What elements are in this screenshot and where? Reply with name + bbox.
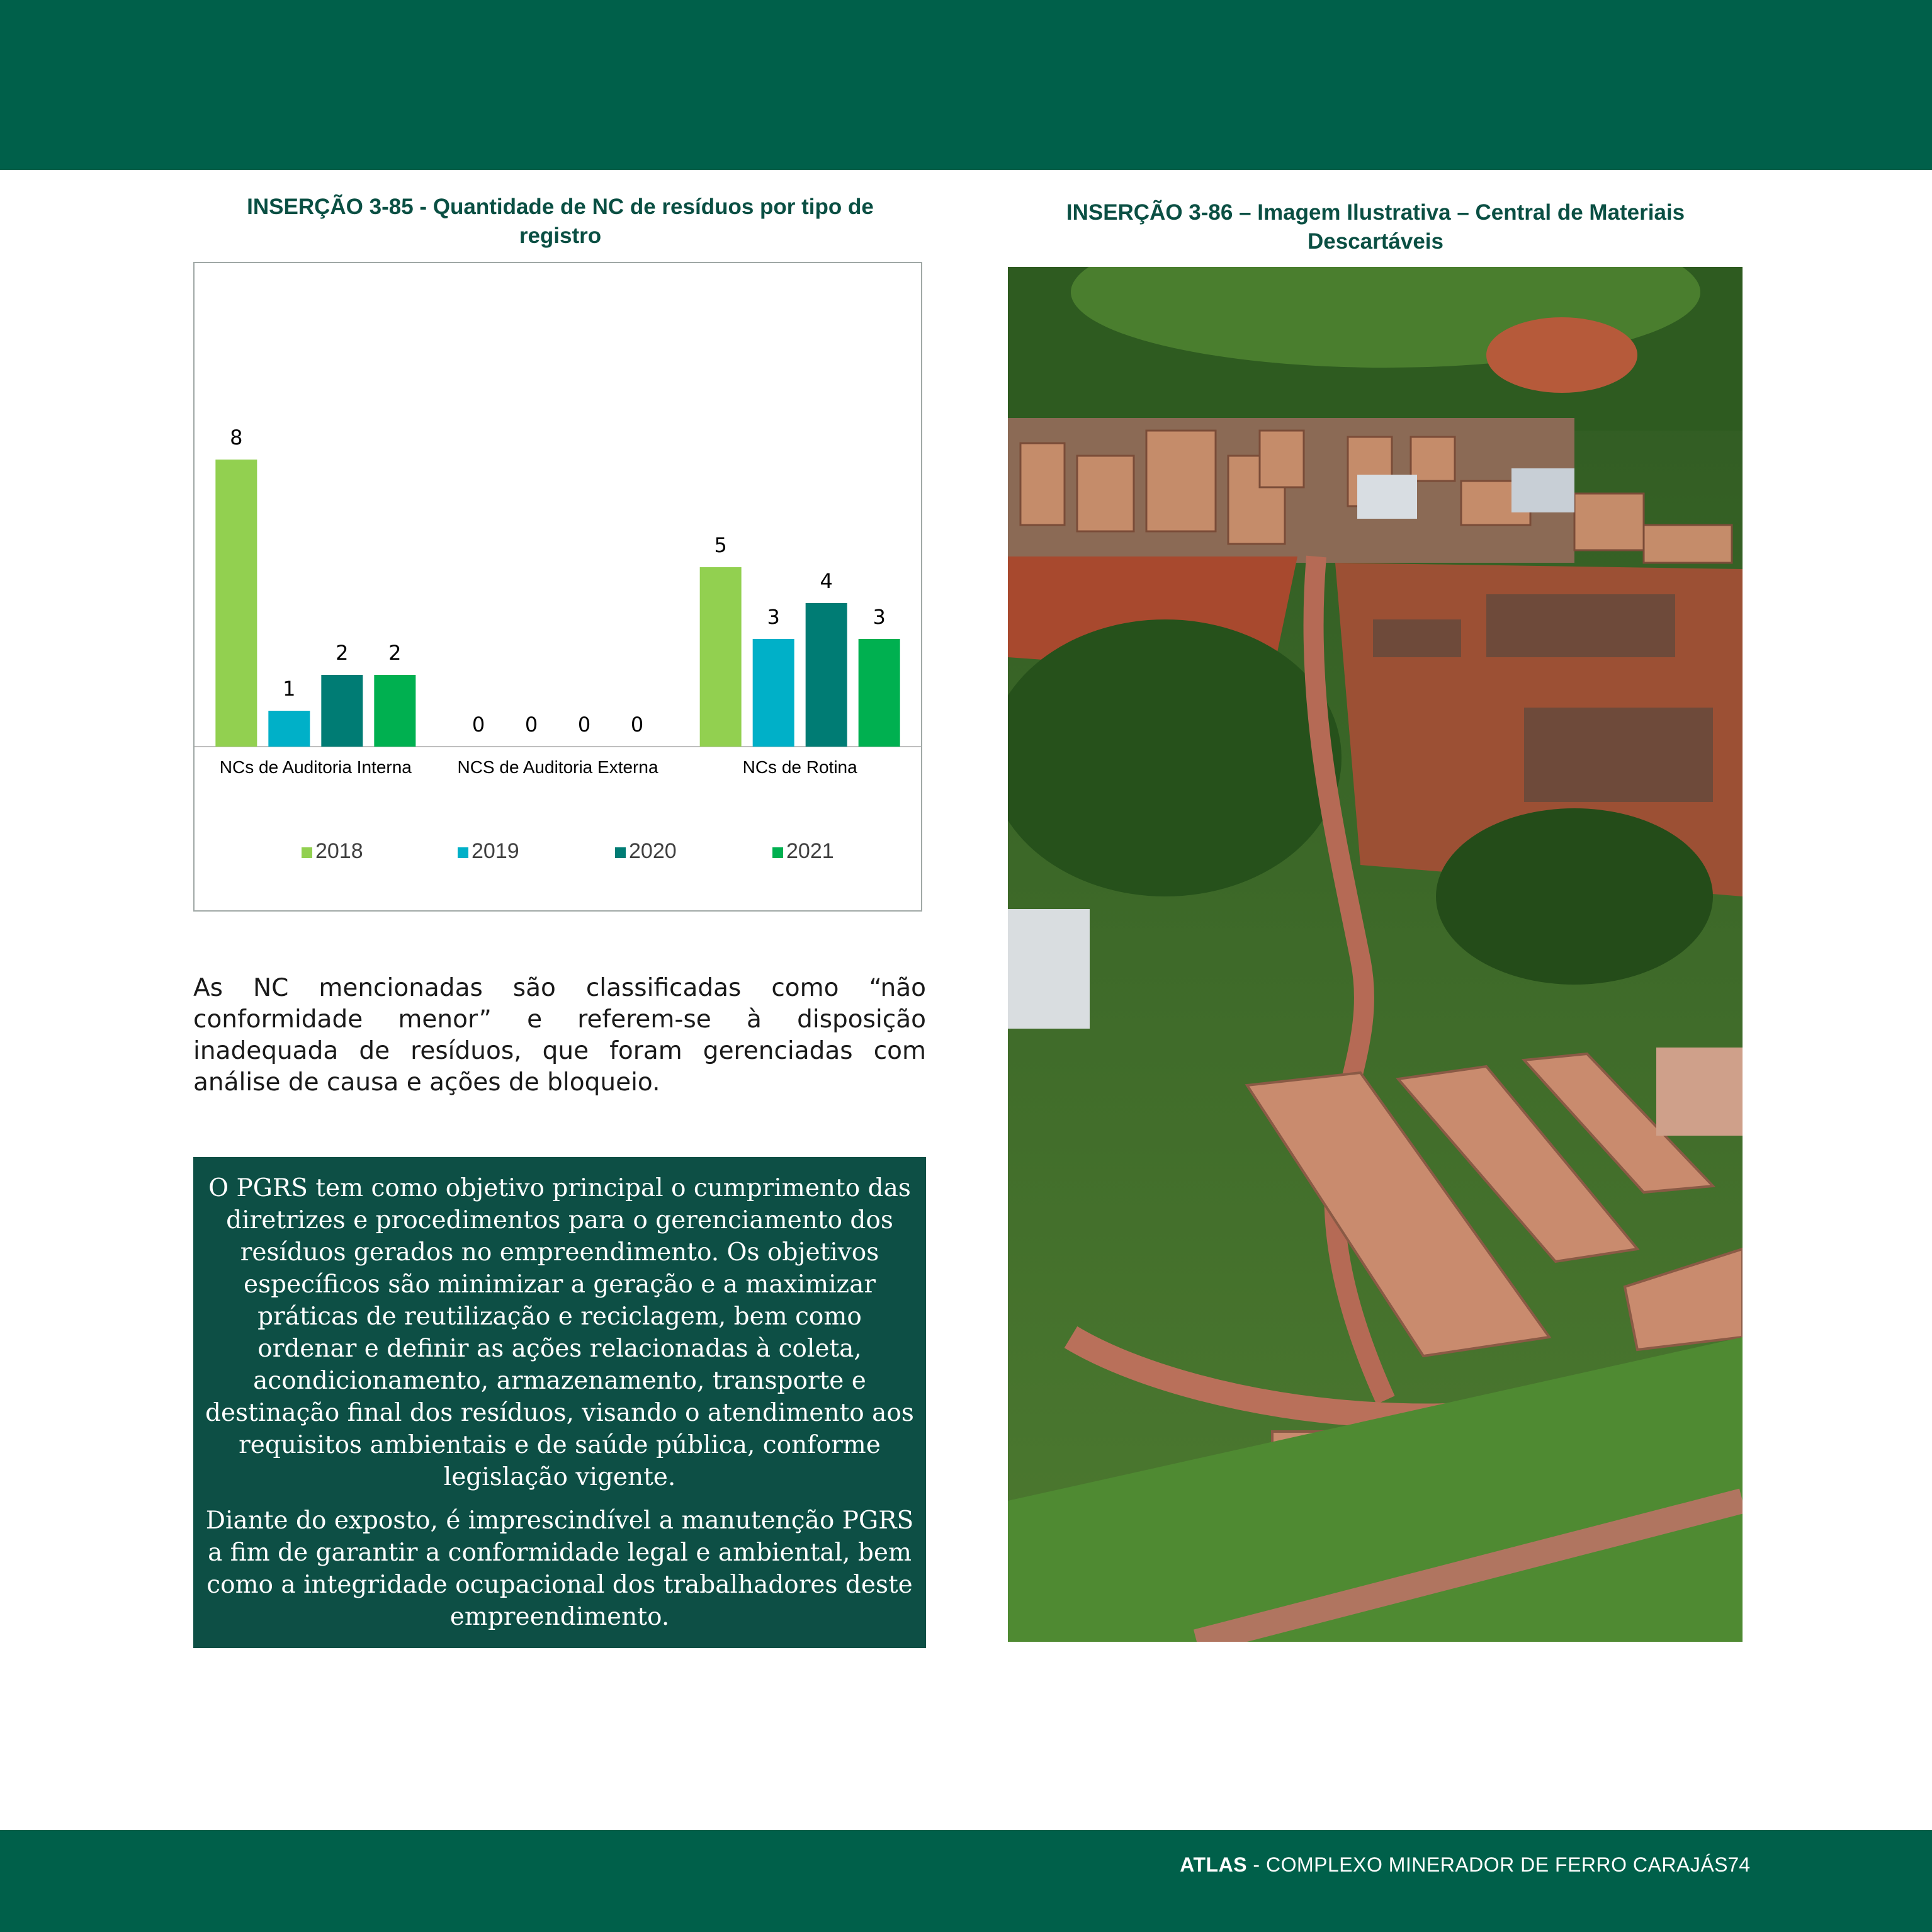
data-label-2020-2: 4 [820,569,833,593]
bar-2019-0 [268,711,310,747]
bar-2021-2 [859,639,900,747]
data-label-2020-1: 0 [577,713,591,737]
data-label-2019-2: 3 [767,605,780,629]
data-label-2021-2: 3 [873,605,886,629]
legend-label-2019: 2019 [472,839,519,863]
chart-svg [195,263,921,910]
info-box [193,1157,926,1648]
body-paragraph: As NC mencionadas são classificadas como “não conformidade menor” e referem-se à disposição inadequada de resíduos, que foram gerenciadas com análise de causa e ações de bloqueio. [193,974,926,1097]
data-label-2021-1: 0 [630,713,644,737]
bar-2018-2 [700,567,742,747]
legend-swatch-2020 [615,847,626,858]
header-band [0,0,1932,170]
footer-band [0,1830,1932,1932]
footer-brand: ATLAS [1180,1853,1248,1876]
footer-title [1070,1853,1728,1878]
legend-swatch-2021 [772,847,783,858]
data-label-2018-0: 8 [230,426,243,449]
chart-caption: INSERÇÃO 3-85 - Quantidade de NC de resíduos por tipo de registro [247,195,874,248]
legend-swatch-2019 [458,847,468,858]
category-label-0: NCs de Auditoria Interna [219,757,412,777]
category-label-1: NCS de Auditoria Externa [457,757,658,777]
legend-label-2021: 2021 [786,839,834,863]
photo-caption: INSERÇÃO 3-86 – Imagem Ilustrativa – Central de Materiais Descartáveis [1066,200,1685,254]
bar-2020-2 [806,603,847,747]
bar-2018-0 [215,460,257,747]
bar-2020-0 [321,675,363,747]
aerial-photo [1008,267,1743,1642]
data-label-2021-0: 2 [388,641,402,665]
legend-label-2018: 2018 [315,839,363,863]
data-label-2019-1: 0 [524,713,538,737]
legend-label-2020: 2020 [629,839,677,863]
footer-subtitle: - COMPLEXO MINERADOR DE FERRO CARAJÁS [1247,1853,1728,1876]
legend-swatch-2018 [302,847,312,858]
bar-2021-0 [374,675,415,747]
data-label-2019-0: 1 [283,677,296,701]
data-label-2018-2: 5 [714,533,727,557]
data-label-2018-1: 0 [472,713,485,737]
page-number: 74 [1727,1853,1750,1876]
info-paragraph-1: O PGRS tem como objetivo principal o cumprimento das diretrizes e procedimentos para o gerenciamento dos resíduos gerados no empreendimento. Os objetivos específicos são minimizar a geração e a maximizar práticas de reutilização e reciclagem, bem como ordenar e definir as ações relacionadas à coleta, acondicionamento, armazenamento, transporte e destinação final dos resíduos, visando o atendimento aos requisitos ambientais e de saúde pública, conforme legislação vigente. [205,1174,914,1491]
bar-2019-2 [753,639,794,747]
info-paragraph-2: Diante do exposto, é imprescindível a manutenção PGRS a fim de garantir a conformidade legal e ambiental, bem como a integridade ocupacional dos trabalhadores deste empreendimento. [205,1506,914,1631]
data-label-2020-0: 2 [336,641,349,665]
category-label-2: NCs de Rotina [742,757,857,777]
bar-chart [193,262,922,912]
